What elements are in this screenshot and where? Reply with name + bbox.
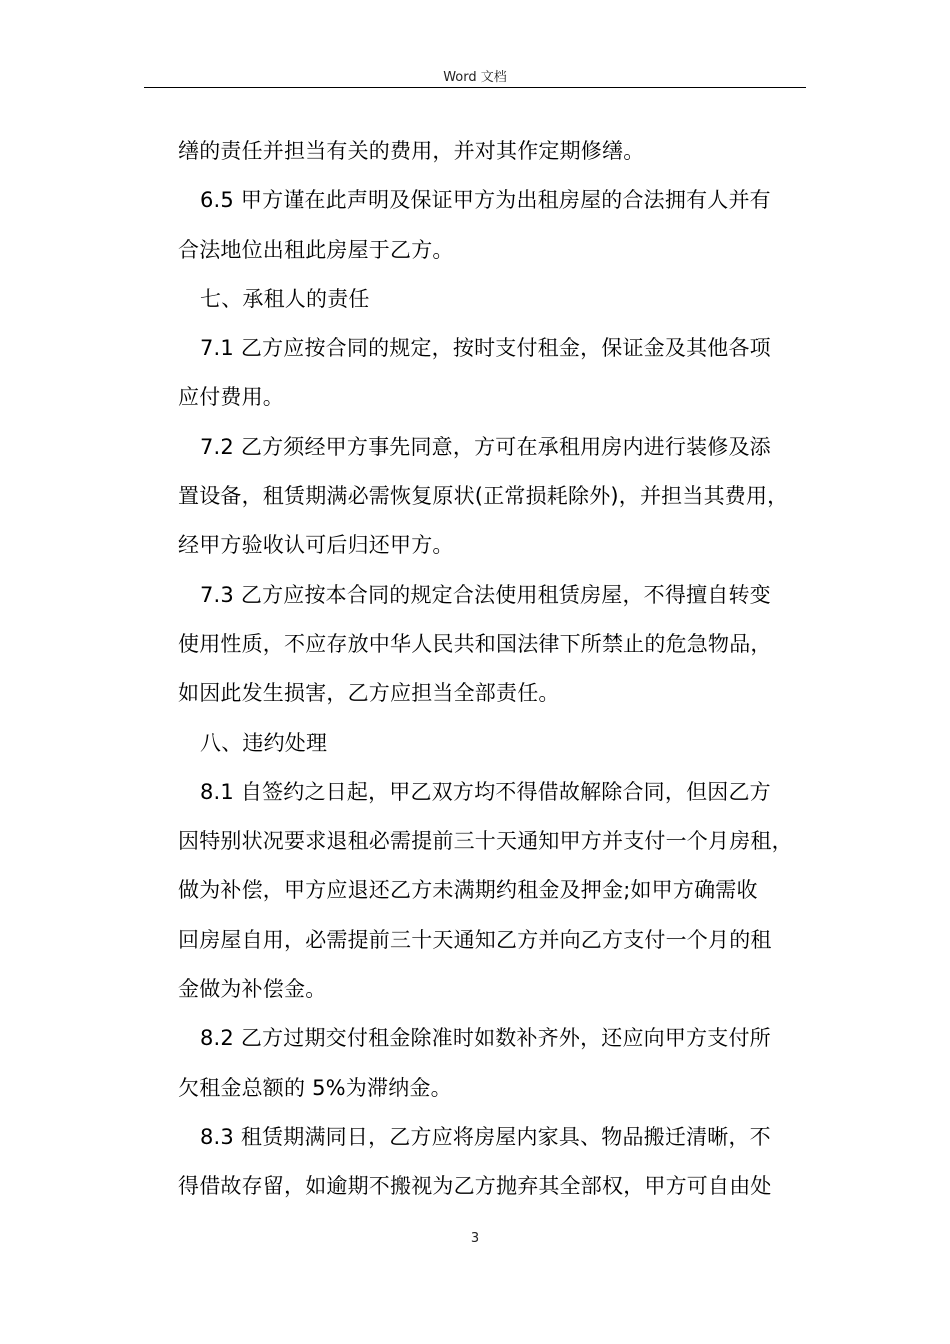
- text-line: 合法地位出租此房屋于乙方。: [178, 237, 454, 262]
- document-body: [178, 127, 808, 1212]
- text-line: 经甲方验收认可后归还甲方。: [178, 533, 454, 558]
- text-line: 缮的责任并担当有关的费用，并对其作定期修缮。: [178, 139, 645, 163]
- header-divider: [144, 87, 806, 88]
- text-line: 使用性质，不应存放中华人民共和国法律下所禁止的危急物品，: [178, 631, 772, 656]
- text-line: 8.2 乙方过期交付租金除准时如数补齐外，还应向甲方支付所: [200, 1026, 771, 1051]
- text-line: 8.1 自签约之日起，甲乙双方均不得借故解除合同，但因乙方: [200, 779, 771, 804]
- text-line: 欠租金总额的 5%为滞纳金。: [178, 1075, 452, 1100]
- text-line: 8.3 租赁期满同日，乙方应将房屋内家具、物品搬迁清晰，不: [200, 1124, 771, 1149]
- text-line: 得借故存留，如逾期不搬视为乙方抛弃其全部权，甲方可自由处: [178, 1174, 772, 1199]
- text-line: 做为补偿，甲方应退还乙方未满期约租金及押金;如甲方确需收: [178, 878, 758, 903]
- text-line: 7.2 乙方须经甲方事先同意，方可在承租用房内进行装修及添: [200, 434, 771, 459]
- page-number: 3: [470, 1231, 480, 1246]
- text-line: 置设备，租赁期满必需恢复原状(正常损耗除外)，并担当其费用，: [178, 484, 789, 509]
- text-line: 应付费用。: [178, 385, 284, 410]
- text-line: 七、承租人的责任: [200, 286, 370, 311]
- text-line: 7.3 乙方应按本合同的规定合法使用租赁房屋，不得擅自转变: [200, 582, 771, 607]
- text-line: 如因此发生损害，乙方应担当全部责任。: [178, 681, 560, 706]
- text-line: 回房屋自用，必需提前三十天通知乙方并向乙方支付一个月的租: [178, 927, 772, 952]
- text-line: 金做为补偿金。: [178, 977, 327, 1002]
- text-line: 八、违约处理: [200, 730, 328, 755]
- text-line: 6.5 甲方谨在此声明及保证甲方为出租房屋的合法拥有人并有: [200, 188, 771, 213]
- page-header: Word 文档: [443, 70, 507, 85]
- text-line: 因特别状况要求退租必需提前三十天通知甲方并支付一个月房租，: [178, 829, 793, 854]
- text-line: 7.1 乙方应按合同的规定，按时支付租金，保证金及其他各项: [200, 336, 771, 361]
